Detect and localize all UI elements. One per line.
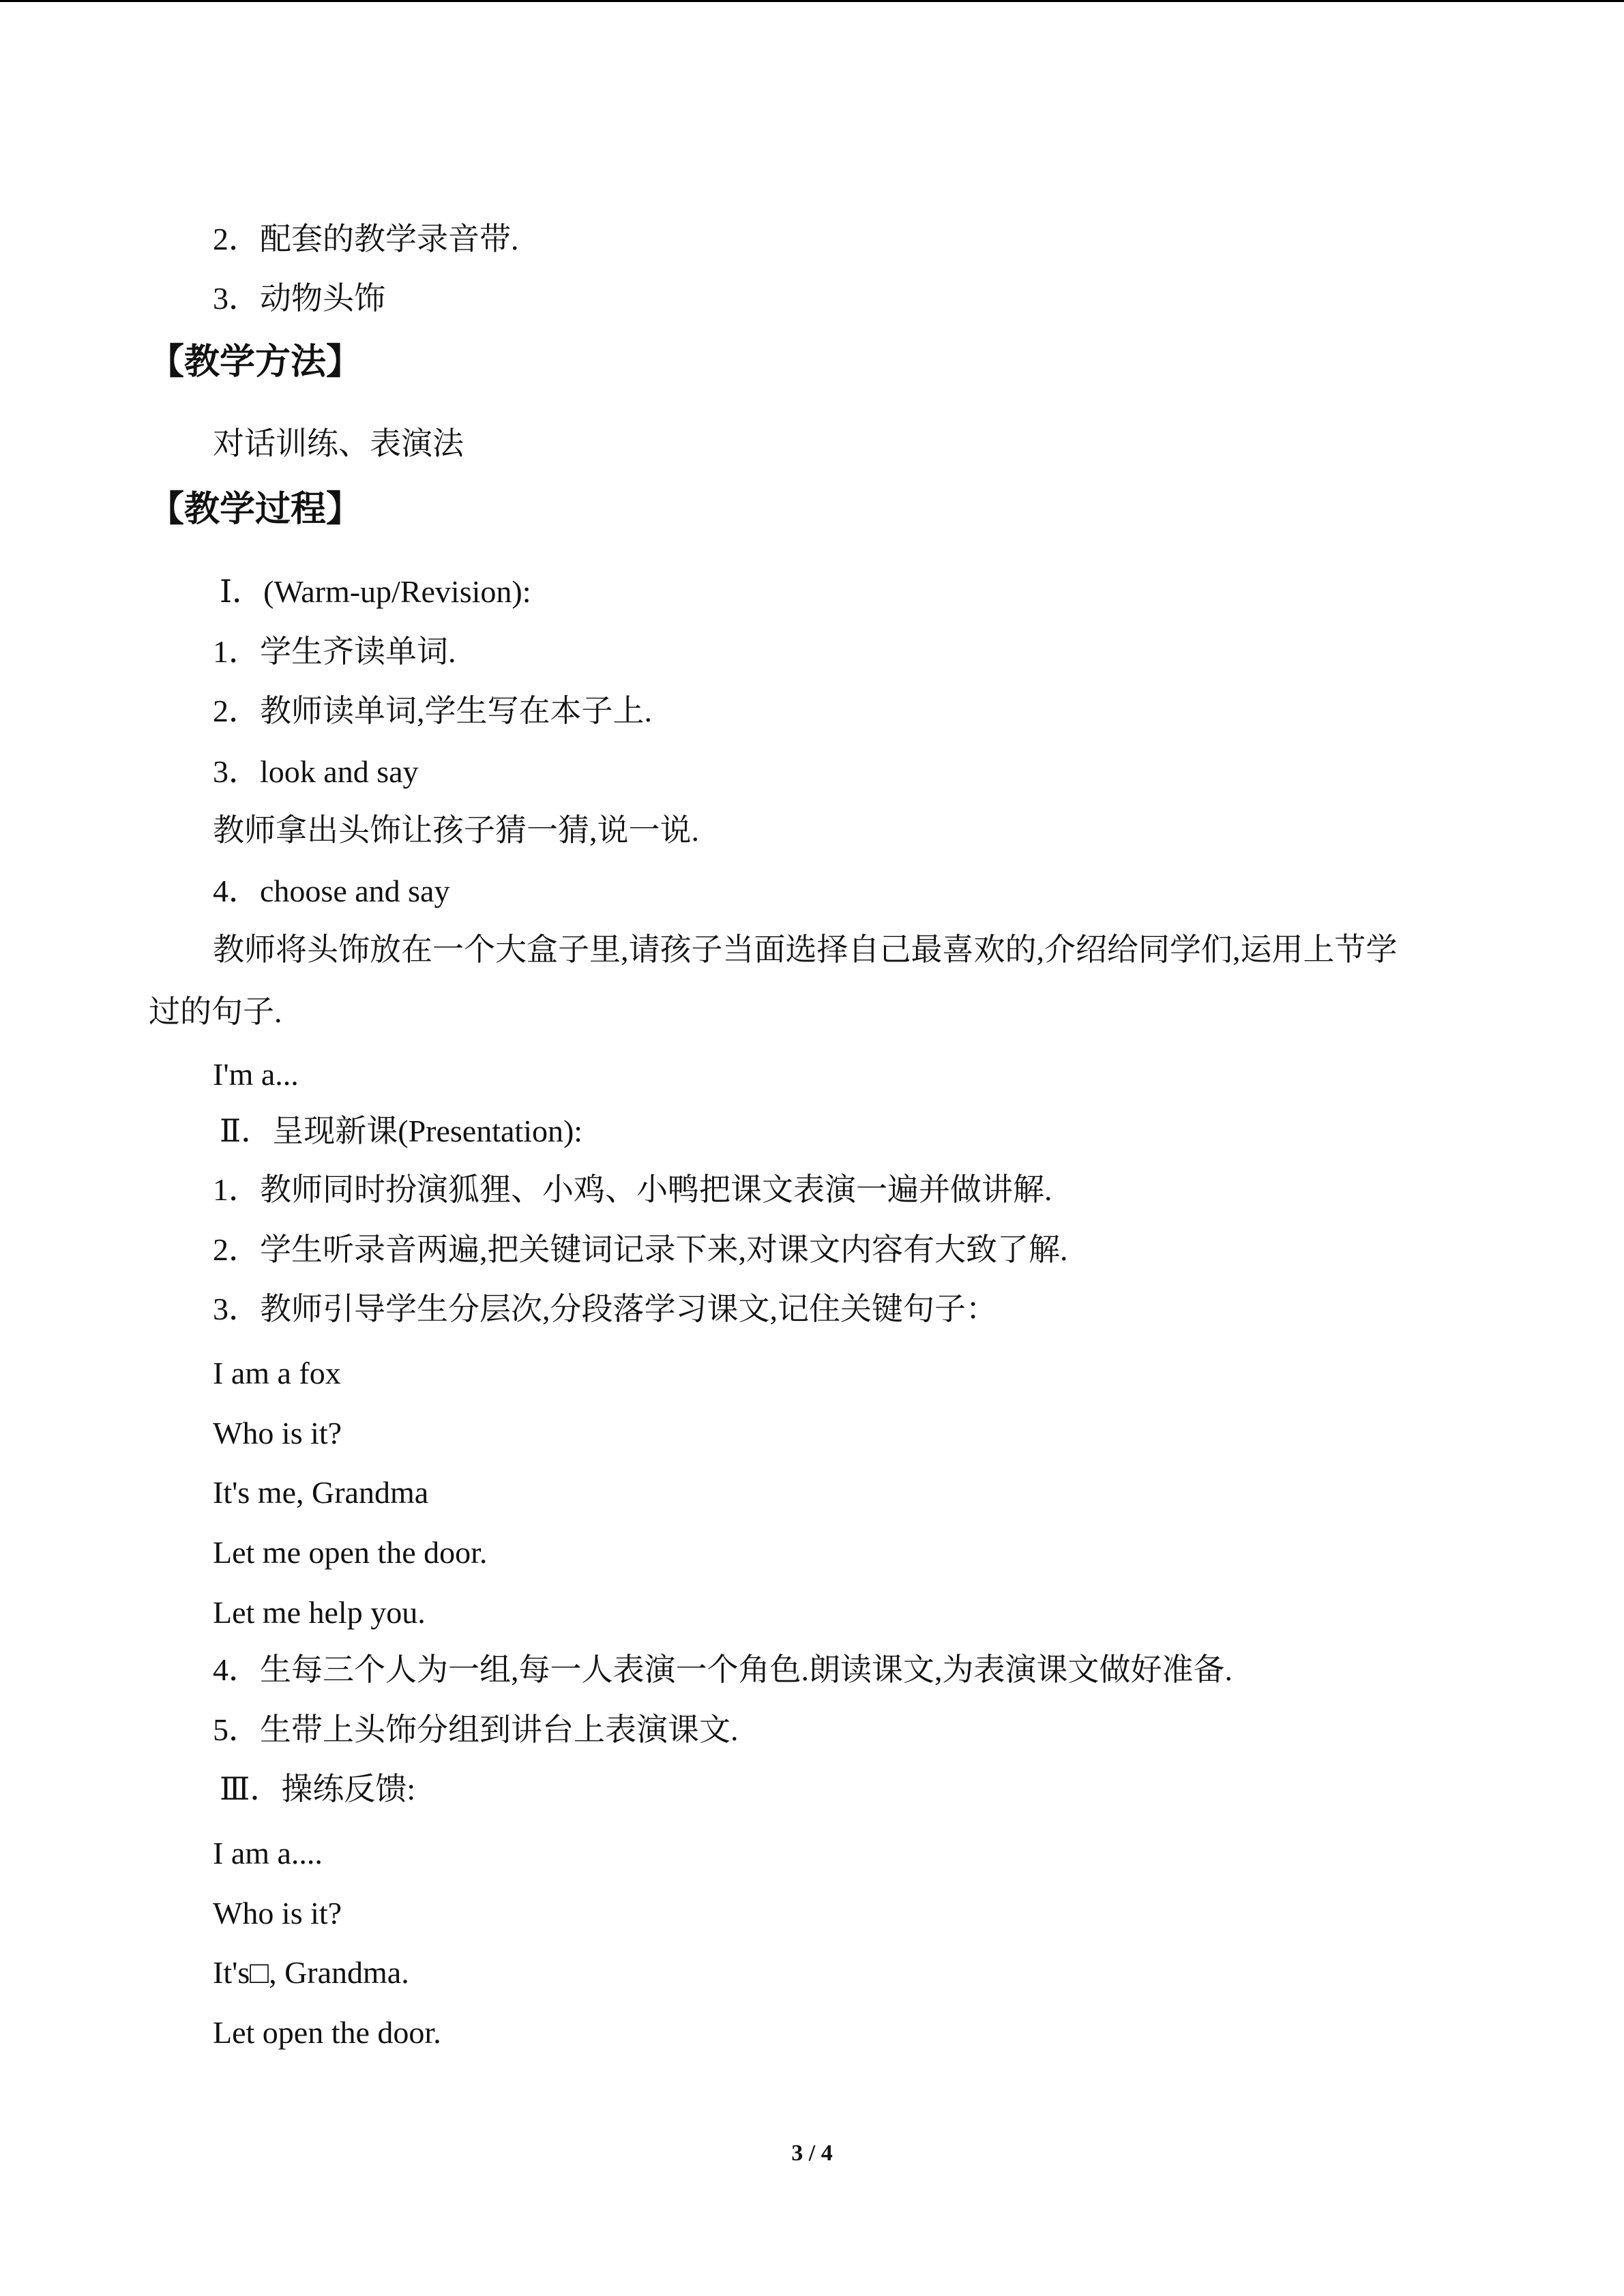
step2-item-3: 3．教师引导学生分层次,分段落学习课文,记住关键句子： bbox=[213, 1292, 997, 1326]
step1-item-4-example: I'm a... bbox=[213, 1057, 299, 1092]
step1-item-1: 1．学生齐读单词. bbox=[213, 634, 456, 669]
step1-item-3-text: 教师拿出头饰让孩子猜一猜,说一说. bbox=[213, 813, 699, 848]
drill-sentence: I am a.... bbox=[213, 1836, 323, 1870]
step1-title: Ⅰ．(Warm-up/Revision): bbox=[220, 574, 531, 609]
step1-item-4: 4．choose and say bbox=[213, 874, 450, 908]
step2-item-4: 4．生每三个人为一组,每一人表演一个角色.朗读课文,为表演课文做好准备. bbox=[213, 1652, 1232, 1687]
drill-sentence: It's□, Grandma. bbox=[213, 1955, 409, 1990]
key-sentence: Who is it? bbox=[213, 1416, 342, 1450]
heading-teaching-process: 【教学过程】 bbox=[149, 489, 362, 530]
step1-item-4-text-continued: 过的句子. bbox=[149, 994, 282, 1029]
drill-sentence: Who is it? bbox=[213, 1896, 342, 1930]
step1-item-4-text: 教师将头饰放在一个大盒子里,请孩子当面选择自己最喜欢的,介绍给同学们,运用上节学 bbox=[213, 932, 1398, 967]
step1-item-2: 2．教师读单词,学生写在本子上. bbox=[213, 694, 652, 728]
prep-item-2: 2．配套的教学录音带. bbox=[213, 222, 519, 256]
key-sentence: Let me open the door. bbox=[213, 1535, 488, 1570]
step2-item-2: 2．学生听录音两遍,把关键词记录下来,对课文内容有大致了解. bbox=[213, 1232, 1068, 1267]
prep-item-3: 3．动物头饰 bbox=[213, 281, 385, 316]
key-sentence: It's me, Grandma bbox=[213, 1475, 429, 1510]
page-number: 3 / 4 bbox=[791, 2141, 833, 2166]
heading-teaching-method: 【教学方法】 bbox=[149, 342, 362, 383]
key-sentence: I am a fox bbox=[213, 1356, 341, 1390]
teaching-method-text: 对话训练、表演法 bbox=[213, 426, 464, 461]
step3-title: Ⅲ．操练反馈: bbox=[220, 1772, 416, 1806]
step2-title: Ⅱ．呈现新课(Presentation): bbox=[220, 1114, 583, 1148]
key-sentence: Let me help you. bbox=[213, 1595, 426, 1630]
drill-sentence: Let open the door. bbox=[213, 2015, 441, 2050]
step2-item-5: 5．生带上头饰分组到讲台上表演课文. bbox=[213, 1712, 739, 1747]
step1-item-3: 3．look and say bbox=[213, 754, 419, 789]
step2-item-1: 1．教师同时扮演狐狸、小鸡、小鸭把课文表演一遍并做讲解. bbox=[213, 1172, 1052, 1207]
